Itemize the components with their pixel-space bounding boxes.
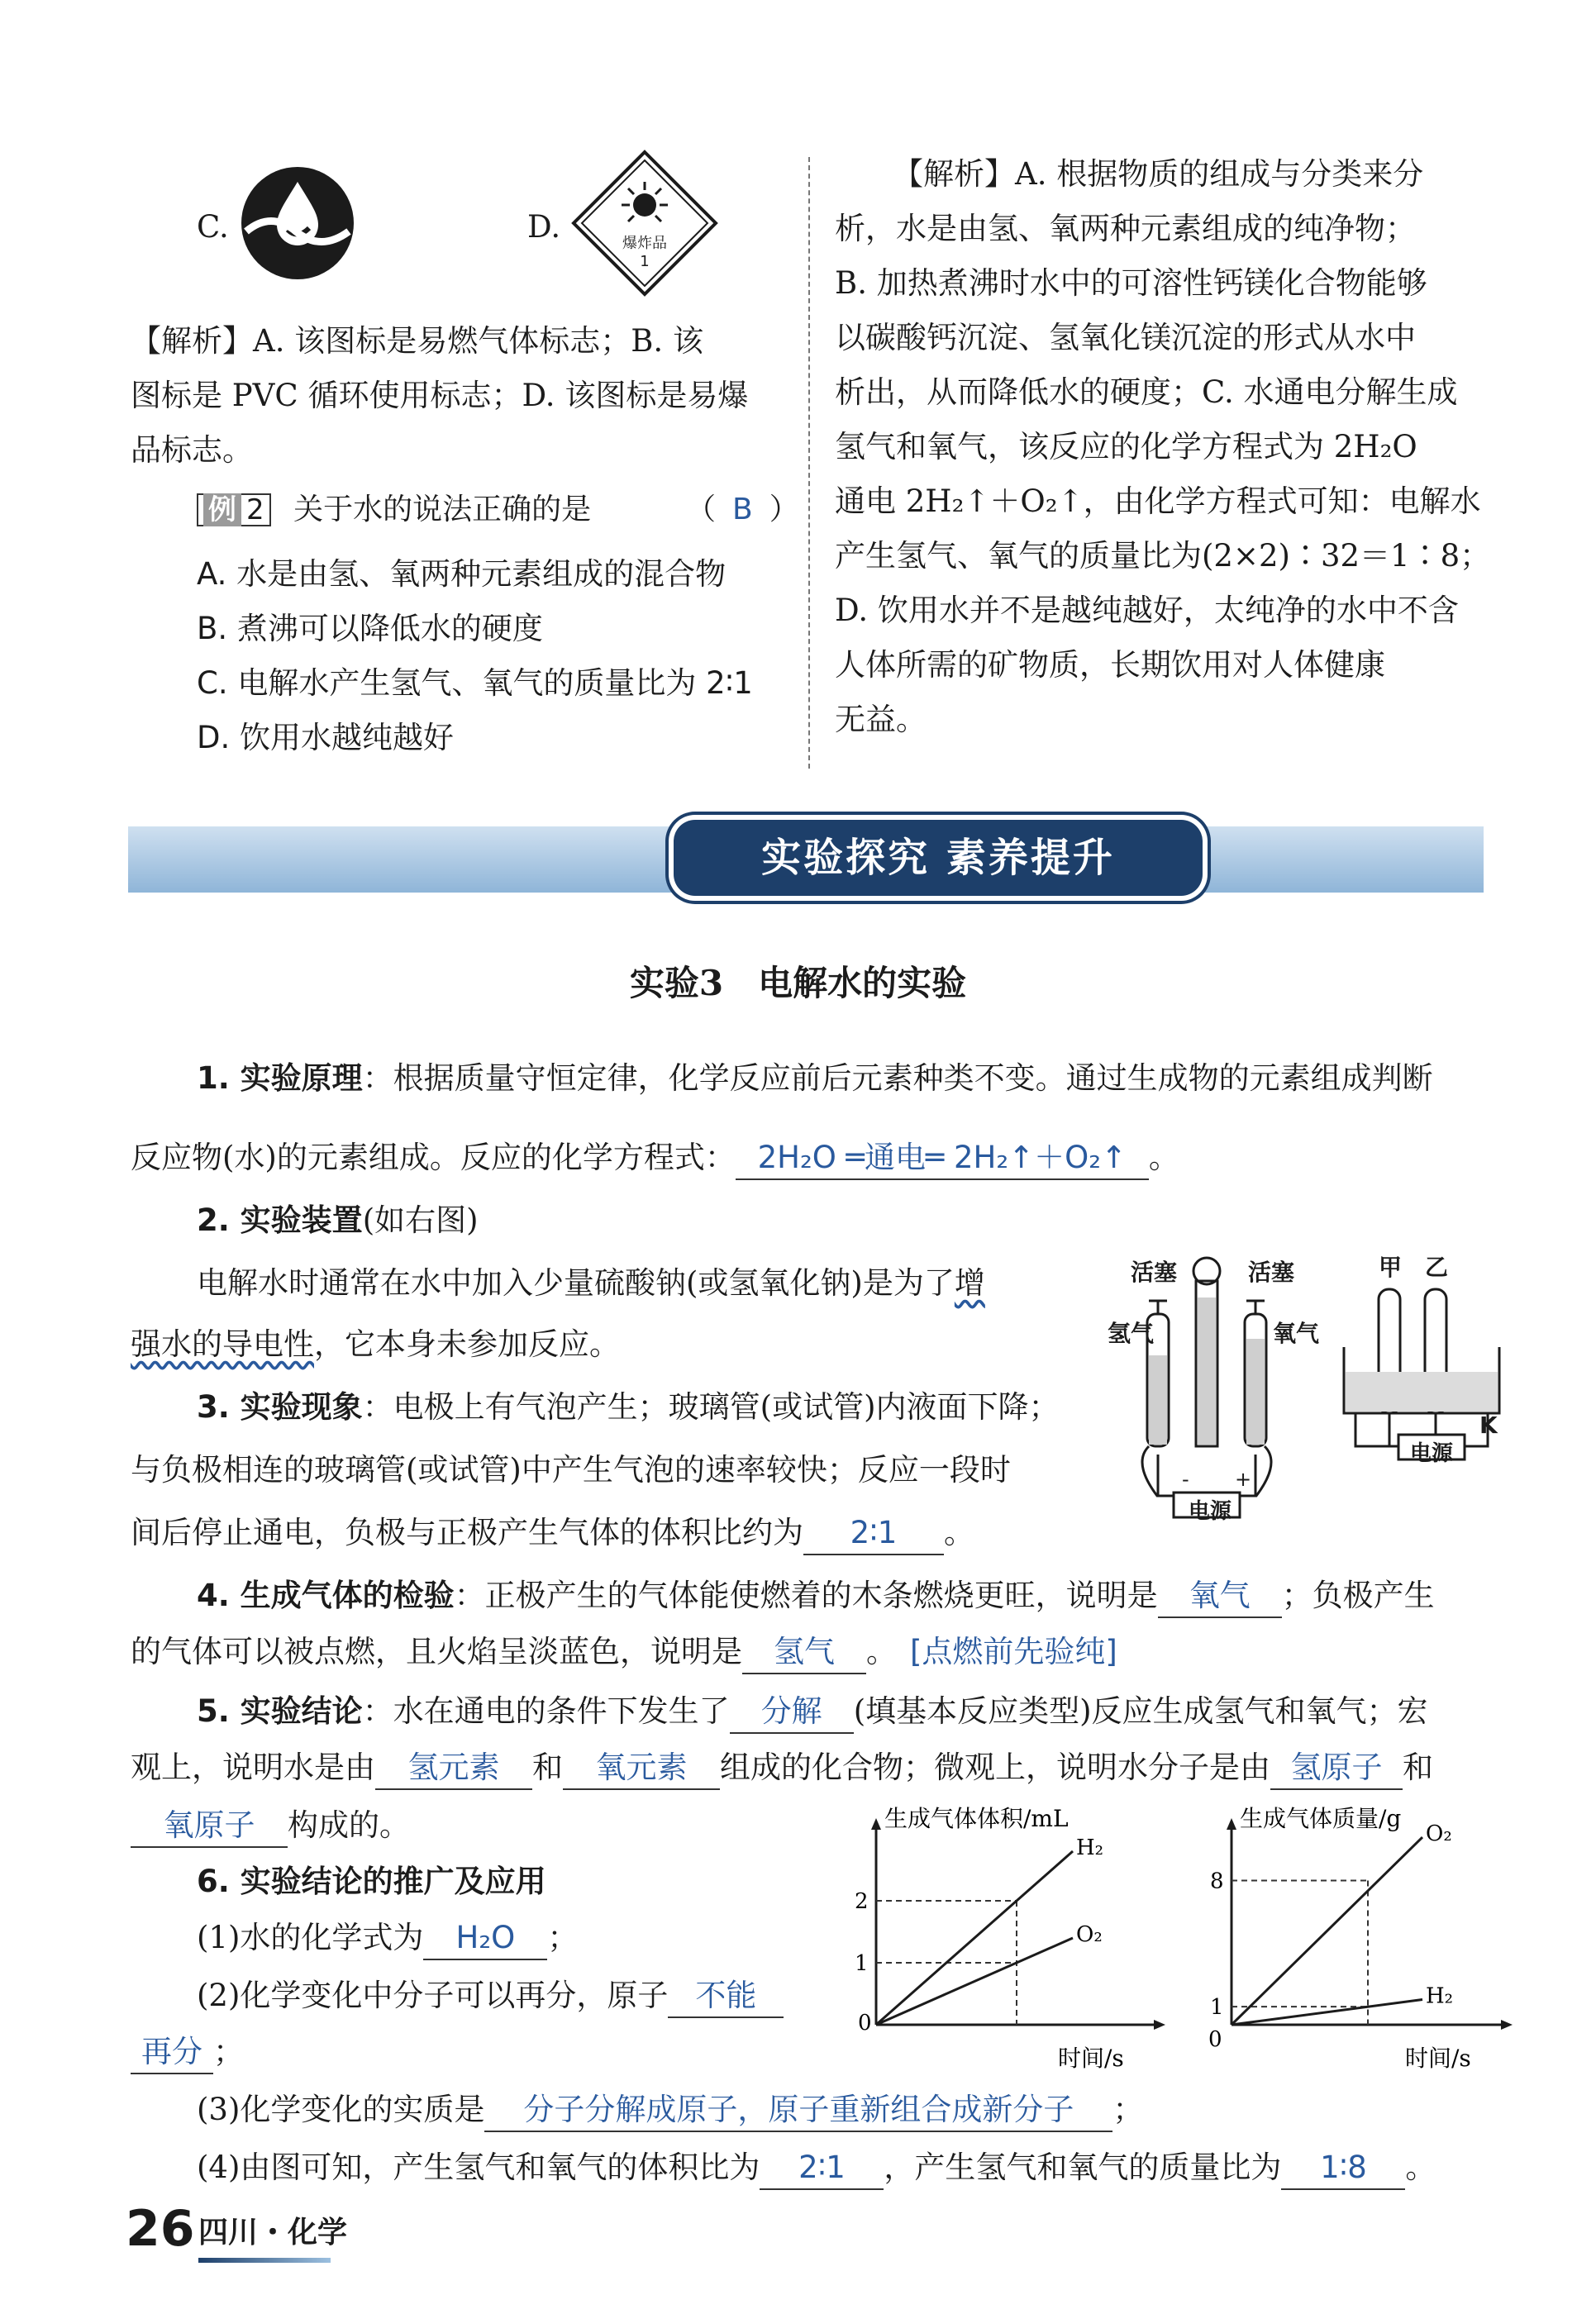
analysis-2-line: 析出，从而降低水的硬度；C. 水通电分解生成 (835, 374, 1458, 410)
chart2-label-o2: O₂ (1426, 1821, 1452, 1847)
chart2-y-arrow (1227, 1818, 1236, 1830)
mass-ratio-answer: 1∶8 (1281, 2147, 1405, 2190)
hydrogen-atom-answer: 氢原子 (1270, 1747, 1403, 1790)
banner-title: 实验探究 素养提升 (674, 820, 1203, 896)
item-2-line-2: 强水的导电性，它本身未参加反应。 (131, 1326, 620, 1362)
region-subject: 四川・化学 (198, 2216, 348, 2250)
item-6-1: (1)水的化学式为 H₂O ； (197, 1911, 578, 1965)
explosive-hazard-sign (570, 149, 719, 298)
chart1-ylabel: 生成气体体积/mL (884, 1805, 1069, 1832)
item-6-2-line-1: (2)化学变化中分子可以再分，原子 不能 (197, 1969, 784, 2023)
chart1-ytick-2: 2 (855, 1889, 869, 1914)
equation-answer: 2H₂O ═通电═ 2H₂↑＋O₂↑ (736, 1137, 1149, 1180)
example-2-question: 例 2 关于水的说法正确的是 (197, 489, 591, 531)
item-2-line-1: 电解水时通常在水中加入少量硫酸钠(或氢氧化钠)是为了增 (197, 1265, 985, 1301)
valve-right-label: 活塞 (1248, 1259, 1295, 1286)
switch-k-label: K (1479, 1412, 1498, 1439)
item-6-3: (3)化学变化的实质是 分子分解成原子，原子重新组合成新分子 ； (197, 2083, 1143, 2137)
mass-time-chart (1190, 1802, 1521, 2074)
water-drop-logo-icon (240, 165, 355, 281)
item-3-line-2: 与负极相连的玻璃管(或试管)中产生气泡的速率较快；反应一段时 (131, 1452, 1011, 1488)
item-6-4: (4)由图可知，产生氢气和氧气的体积比为 2∶1 ，产生氢气和氧气的质量比为 1∶8 。 (197, 2140, 1436, 2195)
hydrogen-label: 氢气 (1108, 1320, 1155, 1347)
example-2-answer: （ B ） (686, 493, 799, 526)
explosive-sign-text: 爆炸品 (622, 235, 667, 252)
analysis-2-line: 人体所需的矿物质，长期饮用对人体健康 (835, 647, 1385, 683)
chart1-origin: 0 (858, 2011, 872, 2035)
analysis-2-line: 通电 2H₂↑＋O₂↑，由化学方程式可知：电解水 (835, 483, 1481, 519)
item-6-2-line-2: 再分 ； (131, 2025, 244, 2079)
chart2-ytick-1: 1 (1210, 1995, 1224, 2021)
hydrogen-answer: 氢气 (742, 1631, 866, 1674)
footer-underline (198, 2258, 331, 2263)
analysis-1-line-1: 【解析】A. 该图标是易燃气体标志；B. 该 (131, 323, 703, 359)
analysis-2-line: 以碳酸钙沉淀、氢氧化镁沉淀的形式从水中 (835, 320, 1416, 355)
item-4-line-1: 4. 生成气体的检验：正极产生的气体能使燃着的木条燃烧更旺，说明是 氧气 ；负极产生 (197, 1569, 1435, 1623)
verify-purity-note: [点燃前先验纯] (910, 1634, 1117, 1669)
analysis-2-line: 【解析】A. 根据物质的组成与分类来分 (893, 156, 1424, 192)
choice-a: A. 水是由氢、氧两种元素组成的混合物 (197, 556, 727, 592)
chart1-label-o2: O₂ (1076, 1922, 1103, 1947)
chart2-origin: 0 (1208, 2027, 1222, 2052)
item-2-title: 2. 实验装置(如右图) (197, 1202, 479, 1238)
option-c-label: C. (197, 209, 229, 245)
volume-ratio-answer: 2∶1 (803, 1512, 944, 1555)
section-banner (128, 826, 1484, 893)
item-5-line-3: 氧原子 构成的。 (131, 1798, 410, 1853)
oxygen-answer: 氧气 (1158, 1575, 1282, 1618)
tube-jia-label: 甲 (1379, 1254, 1403, 1281)
decomposition-answer: 分解 (730, 1691, 854, 1734)
tube-yi-label: 乙 (1425, 1254, 1449, 1281)
essence-answer: 分子分解成原子，原子重新组合成新分子 (484, 2089, 1112, 2132)
chart1-series-h2 (876, 1851, 1073, 2025)
chart1-ytick-1: 1 (855, 1951, 869, 1976)
plus-terminal: + (1235, 1468, 1252, 1491)
choice-c: C. 电解水产生氢气、氧气的质量比为 2∶1 (197, 665, 753, 701)
choice-b: B. 煮沸可以降低水的硬度 (197, 611, 543, 646)
chart2-x-arrow (1501, 2020, 1513, 2030)
hoffman-apparatus (1099, 1248, 1314, 1521)
oxygen-atom-answer: 氧原子 (131, 1805, 288, 1848)
analysis-2-line: 产生氢气、氧气的质量比为(2×2)∶32＝1∶8； (835, 538, 1491, 574)
explosive-sign-class: 1 (640, 253, 650, 270)
chart1-y-arrow (871, 1818, 881, 1830)
item-5-line-1: 5. 实验结论：水在通电的条件下发生了 分解 (填基本反应类型)反应生成氢气和氧气；宏 (197, 1684, 1428, 1739)
item-1-line-1: 1. 实验原理：根据质量守恒定律，化学反应前后元素种类不变。通过生成物的元素组成判断 (197, 1060, 1433, 1096)
analysis-1-line-3: 品标志。 (131, 432, 253, 468)
valve-left-label: 活塞 (1131, 1259, 1178, 1286)
chart2-ytick-8: 8 (1210, 1869, 1224, 1894)
chart2-xlabel: 时间/s (1405, 2045, 1471, 2072)
chart1-label-h2: H₂ (1076, 1835, 1104, 1860)
analysis-2-block (835, 147, 1496, 747)
formula-answer: H₂O (423, 1917, 547, 1960)
choice-d: D. 饮用水越纯越好 (197, 720, 455, 755)
chart1-x-arrow (1154, 2020, 1165, 2030)
analysis-2-line: 析，水是由氢、氧两种元素组成的纯净物； (835, 211, 1416, 246)
page-number: 26 (126, 2200, 195, 2258)
analysis-1-line-2: 图标是 PVC 循环使用标志；D. 该图标是易爆 (131, 378, 749, 413)
chart2-ylabel: 生成气体质量/g (1240, 1805, 1402, 1832)
chart1-series-o2 (876, 1938, 1073, 2025)
item-6-title: 6. 实验结论的推广及应用 (197, 1864, 546, 1899)
chart1-xlabel: 时间/s (1058, 2045, 1124, 2072)
subdivide-answer: 再分 (131, 2031, 213, 2074)
analysis-2-line: 无益。 (835, 702, 927, 737)
item-3-line-1: 3. 实验现象：电极上有气泡产生；玻璃管(或试管)内液面下降； (197, 1389, 1060, 1425)
chart2-series-h2 (1232, 1999, 1422, 2025)
option-d-label: D. (527, 209, 561, 245)
item-5-line-2: 观上，说明水是由 氢元素 和 氧元素 组成的化合物；微观上，说明水分子是由 氢原子 和 (131, 1740, 1433, 1795)
section-title: 实验3 电解水的实验 (629, 963, 967, 1003)
oxygen-element-answer: 氧元素 (563, 1747, 720, 1790)
oxygen-label: 氧气 (1273, 1320, 1320, 1347)
analysis-2-line: 氢气和氧气，该反应的化学方程式为 2H₂O (835, 429, 1417, 464)
analysis-2-line: B. 加热煮沸时水中的可溶性钙镁化合物能够 (835, 265, 1427, 301)
column-divider (808, 157, 810, 769)
item-4-line-2: 的气体可以被点燃，且火焰呈淡蓝色，说明是 氢气 。 [点燃前先验纯] (131, 1625, 1117, 1679)
volume-ratio-answer-2: 2∶1 (760, 2147, 884, 2190)
chart2-label-h2: H₂ (1426, 1983, 1454, 2009)
hydrogen-element-answer: 氢元素 (375, 1747, 532, 1790)
cannot-answer: 不能 (668, 1975, 784, 2018)
item-1-line-2: 反应物(水)的元素组成。反应的化学方程式： 2H₂O ═通电═ 2H₂↑＋O₂↑ 。 (131, 1131, 1179, 1185)
example-badge: 例 2 (197, 493, 271, 526)
item-3-line-3: 间后停止通电，负极与正极产生气体的体积比约为 2∶1 。 (131, 1506, 974, 1560)
power-label: 电源 (1188, 1499, 1232, 1524)
volume-time-chart (835, 1802, 1174, 2074)
chart2-series-o2 (1232, 1837, 1422, 2025)
analysis-2-line: D. 饮用水并不是越纯越好，太纯净的水中不含 (835, 593, 1459, 628)
minus-terminal: - (1182, 1468, 1189, 1491)
power2-label: 电源 (1409, 1441, 1453, 1466)
